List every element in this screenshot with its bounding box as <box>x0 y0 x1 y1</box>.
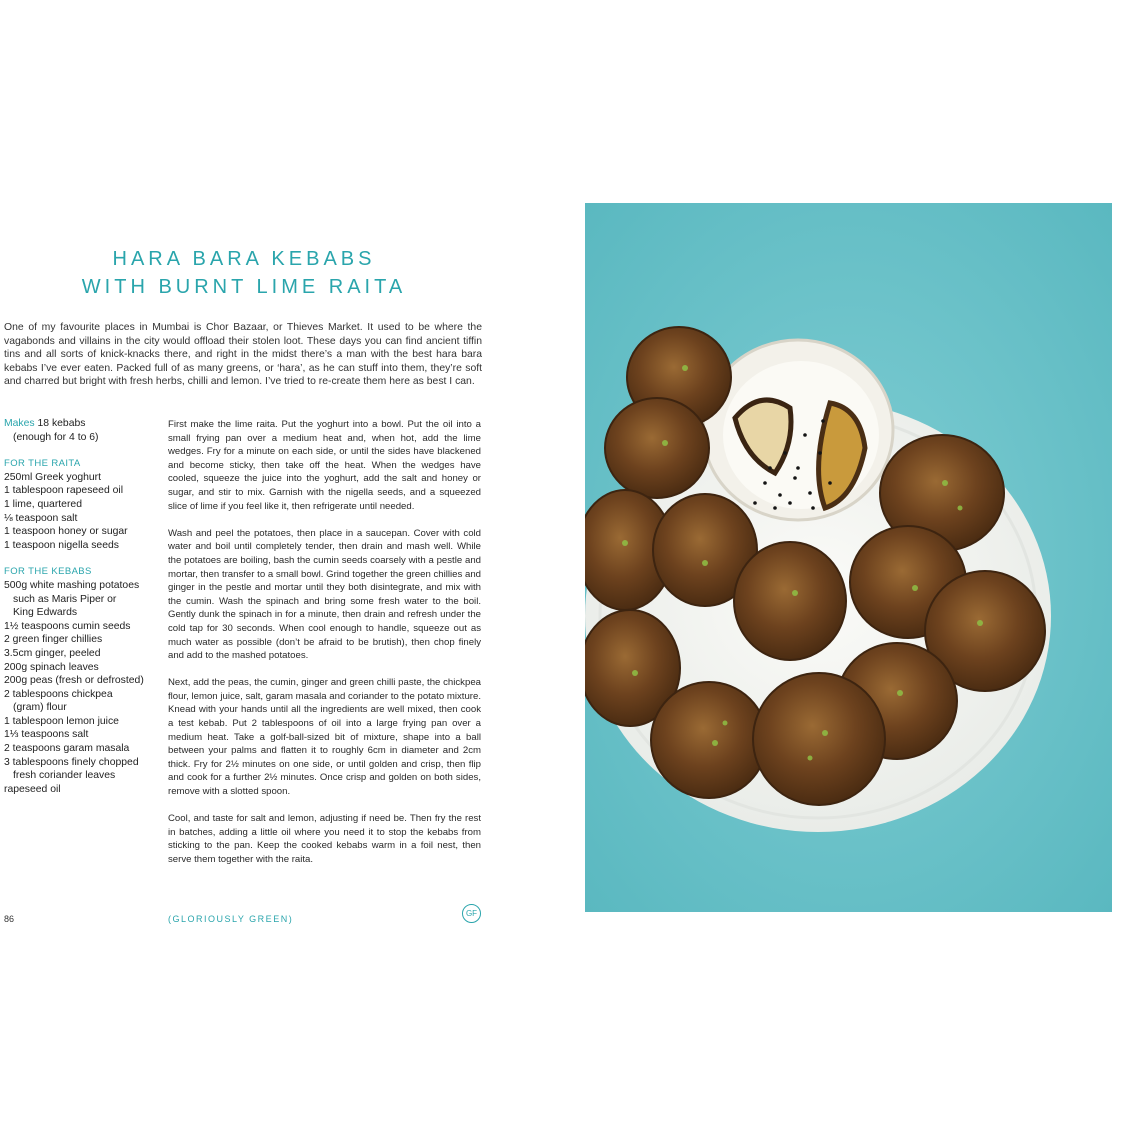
ingredient-item: 200g peas (fresh or defrosted) <box>4 675 144 687</box>
ingredient-item: 2 teaspoons garam masala <box>4 743 130 755</box>
gluten-free-badge: GF <box>462 904 481 923</box>
ingredient-item: such as Maris Piper or <box>13 593 117 605</box>
kebabs-heading: FOR THE KEBABS <box>4 566 92 578</box>
method-step: Wash and peel the potatoes, then place in a saucepan. Cover with cold water and boil until completely tender, then drain and mash well. While the potatoes are boiling, bash the cumin seeds coarsely with a pestle and mortar, then transfer to a small bowl. Grind together the green chillies and ginger in the pestle and mortar until they both disintegrate, and mix with the cumin. Wash the spinach and bring some fresh water to the boil. Gently dunk the spinach in for a minute, then drain and refresh under the cold tap for 30 seconds. When cool enough to handle, squeeze out as much water as possible (don’t be afraid to be brutish), then chop finely and add to the mashed potatoes. <box>168 527 481 662</box>
kebab <box>753 673 885 805</box>
ingredient-item: 1⅓ teaspoons salt <box>4 729 89 741</box>
makes-label: Makes <box>4 418 35 429</box>
intro-paragraph: One of my favourite places in Mumbai is Chor Bazaar, or Thieves Market. It used to be where the vagabonds and villains in the city would offload their stolen loot. These days you can find ancient tiffin tins and all sorts of knick-knacks there, and right in the midst there’s a man with the best hara bara kebabs I’ve ever eaten. Packed full of as many greens, or ‘hara’, as he can stuff into them, they’re soft and charred but bright with fresh herbs, chilli and lemon. I’ve tried to re-create them here as best I can. <box>4 322 482 388</box>
ingredient-item: rapeseed oil <box>4 783 61 795</box>
makes-line <box>4 417 156 431</box>
makes-value: 18 kebabs <box>37 418 86 429</box>
ingredient-item: 250ml Greek yoghurt <box>4 471 102 483</box>
ingredient-item: 1 teaspoon honey or sugar <box>4 526 128 538</box>
ingredient-item: 500g white mashing potatoes <box>4 579 140 591</box>
ingredient-item: 1 lime, quartered <box>4 498 82 510</box>
raita-heading: FOR THE RAITA <box>4 458 81 470</box>
ingredient-item: 1 tablespoon rapeseed oil <box>4 485 124 497</box>
raita-bowl <box>703 340 893 520</box>
kebabs-photo <box>585 203 1112 912</box>
ingredient-item: 1 teaspoon nigella seeds <box>4 539 119 551</box>
ingredient-item: 200g spinach leaves <box>4 661 99 673</box>
ingredient-item: fresh coriander leaves <box>13 770 116 782</box>
recipe-title-line-1: HARA BARA KEBABS <box>112 248 376 270</box>
section-name: (GLORIOUSLY GREEN) <box>168 914 294 924</box>
ingredient-item: 3 tablespoons finely chopped <box>4 756 139 768</box>
kebab <box>605 398 709 498</box>
ingredients-column <box>4 417 156 796</box>
recipe-title-line-2: WITH BURNT LIME RAITA <box>81 276 407 298</box>
ingredient-item: ⅛ teaspoon salt <box>4 512 78 524</box>
ingredient-item: 1 tablespoon lemon juice <box>4 715 119 727</box>
method-column <box>168 418 481 880</box>
method-step: First make the lime raita. Put the yoghurt into a bowl. Put the oil into a small frying pan over a medium heat and, when hot, add the lime wedges. Fry for a minute on each side, or until the sides have blackened and become sticky, then take off the heat. When the wedges have cooled, squeeze the juice into the yoghurt, add the salt and honey or sugar, and stir to mix. Garnish with the nigella seeds, and a squeezed slice of lime if you feel like it, then refrigerate until needed. <box>168 419 481 512</box>
method-step: Cool, and taste for salt and lemon, adjusting if need be. Then fry the rest in batches, adding a little oil where you need it to stop the kebabs from sticking to the pan. Keep the cooked kebabs warm in a foil nest, then serve them together with the raita. <box>168 813 481 865</box>
page-number: 86 <box>4 914 15 924</box>
ingredient-item: (gram) flour <box>13 702 67 714</box>
ingredient-item: 1½ teaspoons cumin seeds <box>4 620 131 632</box>
ingredient-item: 3.5cm ginger, peeled <box>4 647 101 659</box>
kebab <box>651 682 767 798</box>
ingredient-item: King Edwards <box>13 607 78 619</box>
ingredient-item: 2 green finger chillies <box>4 634 103 646</box>
method-step: Next, add the peas, the cumin, ginger and green chilli paste, the chickpea flour, lemon juice, salt, garam masala and coriander to the potato mixture. Knead with your hands until all the ingredients are well mixed, then cook a test kebab. Put 2 tablespoons of oil into a large frying pan over a medium heat. Take a golf-ball-sized bit of mixture, shape into a ball between your palms and flatten it to roughly 6cm in diameter and 2cm thick. Fry for 2½ minutes on one side, or until golden and crisp, then flip and cook for a further 2½ minutes. Once crisp and golden on both sides, remove with a slotted spoon. <box>168 677 481 798</box>
kebab <box>734 542 846 660</box>
makes-note: (enough for 4 to 6) <box>13 431 99 443</box>
ingredient-item: 2 tablespoons chickpea <box>4 688 113 700</box>
